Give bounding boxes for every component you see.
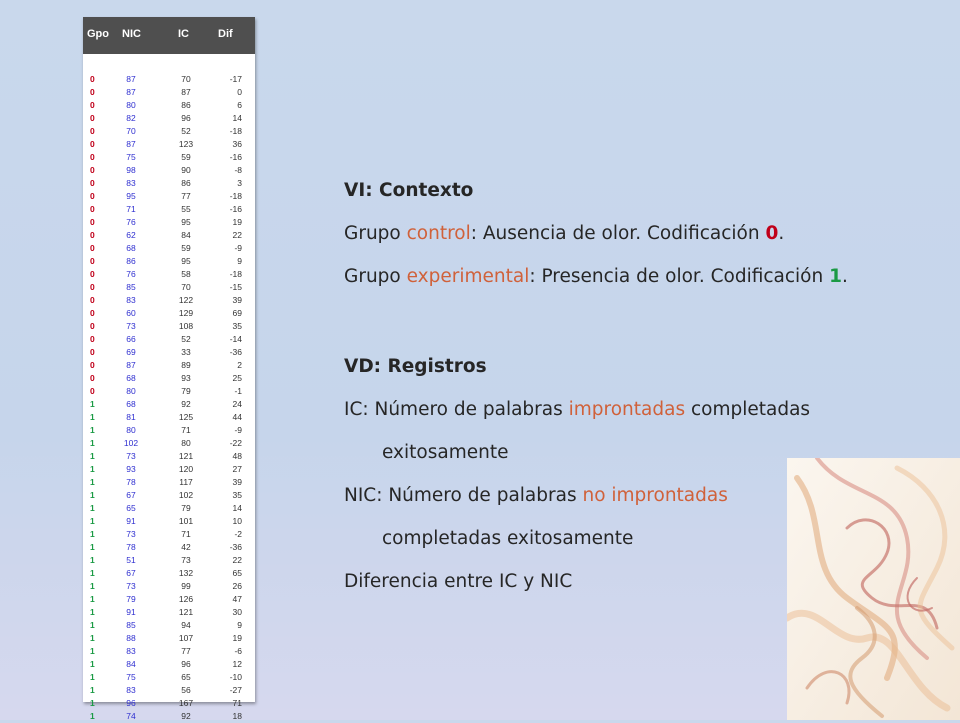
cell-ic: 86 xyxy=(181,100,191,110)
table-row xyxy=(83,281,255,294)
cell-ic: 55 xyxy=(181,204,191,214)
ic-line xyxy=(344,399,810,420)
cell-ic: 71 xyxy=(181,425,191,435)
table-row xyxy=(83,125,255,138)
cell-ic: 84 xyxy=(181,230,191,240)
cell-dif: -16 xyxy=(229,204,242,214)
cell-gpo: 0 xyxy=(90,152,95,162)
ic-prefix: IC: Número de palabras xyxy=(344,399,569,420)
ic-line-2: exitosamente xyxy=(382,442,509,463)
experimental-prefix: Grupo xyxy=(344,266,407,287)
control-code: 0 xyxy=(765,223,779,244)
cell-nic: 68 xyxy=(126,399,136,409)
table-row xyxy=(83,632,255,645)
cell-nic: 78 xyxy=(126,477,136,487)
table-row xyxy=(83,554,255,567)
cell-nic: 74 xyxy=(126,711,136,721)
cell-ic: 92 xyxy=(181,399,191,409)
cell-gpo: 1 xyxy=(90,581,95,591)
cell-gpo: 0 xyxy=(90,360,95,370)
table-row xyxy=(83,606,255,619)
cell-nic: 96 xyxy=(126,698,136,708)
cell-dif: 30 xyxy=(232,607,242,617)
cell-nic: 71 xyxy=(126,204,136,214)
cell-dif: -22 xyxy=(229,438,242,448)
cell-ic: 77 xyxy=(181,191,191,201)
cell-nic: 95 xyxy=(126,191,136,201)
table-row xyxy=(83,476,255,489)
experimental-line xyxy=(344,266,848,287)
table-row xyxy=(83,112,255,125)
cell-ic: 42 xyxy=(181,542,191,552)
dif-line: Diferencia entre IC y NIC xyxy=(344,571,573,592)
cell-dif: 47 xyxy=(232,594,242,604)
cell-dif: 3 xyxy=(237,178,242,188)
cell-nic: 83 xyxy=(126,178,136,188)
cell-nic: 87 xyxy=(126,139,136,149)
cell-gpo: 1 xyxy=(90,490,95,500)
cell-nic: 81 xyxy=(126,412,136,422)
table-row xyxy=(83,450,255,463)
cell-gpo: 0 xyxy=(90,295,95,305)
data-table xyxy=(83,17,255,721)
cell-gpo: 0 xyxy=(90,139,95,149)
control-line xyxy=(344,223,784,244)
experimental-middle: : Presencia de olor. Codificación xyxy=(529,266,830,287)
cell-ic: 122 xyxy=(178,295,194,305)
cell-dif: 22 xyxy=(232,555,242,565)
cell-ic: 56 xyxy=(181,685,191,695)
cell-ic: 120 xyxy=(178,464,194,474)
cell-dif: 26 xyxy=(232,581,242,591)
cell-dif: 48 xyxy=(232,451,242,461)
cell-gpo: 1 xyxy=(90,451,95,461)
cell-nic: 79 xyxy=(126,594,136,604)
experimental-suffix: . xyxy=(842,266,848,287)
cell-nic: 68 xyxy=(126,243,136,253)
cell-dif: 2 xyxy=(237,360,242,370)
cell-ic: 96 xyxy=(181,659,191,669)
table-row xyxy=(83,515,255,528)
experimental-keyword: experimental xyxy=(406,266,530,287)
table-row xyxy=(83,385,255,398)
cell-dif: 69 xyxy=(232,308,242,318)
cell-dif: -10 xyxy=(229,672,242,682)
cell-ic: 33 xyxy=(181,347,191,357)
cell-ic: 65 xyxy=(181,672,191,682)
cell-nic: 73 xyxy=(126,451,136,461)
control-prefix: Grupo xyxy=(344,223,407,244)
cell-gpo: 1 xyxy=(90,438,95,448)
cell-ic: 132 xyxy=(178,568,194,578)
cell-dif: -8 xyxy=(234,165,242,175)
cell-ic: 86 xyxy=(181,178,191,188)
cell-gpo: 0 xyxy=(90,217,95,227)
cell-dif: 36 xyxy=(232,139,242,149)
cell-dif: -36 xyxy=(229,347,242,357)
cell-nic: 73 xyxy=(126,581,136,591)
cell-nic: 83 xyxy=(126,295,136,305)
table-row xyxy=(83,333,255,346)
cell-nic: 62 xyxy=(126,230,136,240)
cell-nic: 80 xyxy=(126,100,136,110)
table-row xyxy=(83,242,255,255)
cell-dif: -14 xyxy=(229,334,242,344)
cell-nic: 69 xyxy=(126,347,136,357)
cell-gpo: 0 xyxy=(90,373,95,383)
cell-ic: 117 xyxy=(179,477,193,487)
cell-dif: 71 xyxy=(232,698,242,708)
cell-nic: 87 xyxy=(126,360,136,370)
cell-dif: -27 xyxy=(229,685,242,695)
table-row xyxy=(83,489,255,502)
cell-dif: -18 xyxy=(229,191,242,201)
cell-nic: 84 xyxy=(126,659,136,669)
cell-dif: 44 xyxy=(232,412,242,422)
cell-ic: 107 xyxy=(178,633,194,643)
cell-ic: 59 xyxy=(181,152,191,162)
cell-gpo: 0 xyxy=(90,126,95,136)
cell-dif: -1 xyxy=(234,386,242,396)
cell-nic: 91 xyxy=(126,516,136,526)
cell-nic: 75 xyxy=(126,152,136,162)
cell-ic: 96 xyxy=(181,113,191,123)
cell-gpo: 1 xyxy=(90,633,95,643)
cell-nic: 82 xyxy=(126,113,136,123)
cell-nic: 78 xyxy=(126,542,136,552)
cell-nic: 83 xyxy=(126,646,136,656)
cell-gpo: 0 xyxy=(90,243,95,253)
table-row xyxy=(83,411,255,424)
cell-gpo: 1 xyxy=(90,464,95,474)
cell-nic: 51 xyxy=(126,555,136,565)
smoke-swirl-picture xyxy=(787,458,960,720)
cell-nic: 76 xyxy=(126,269,136,279)
cell-nic: 65 xyxy=(126,503,136,513)
cell-ic: 94 xyxy=(181,620,191,630)
cell-gpo: 1 xyxy=(90,412,95,422)
cell-nic: 83 xyxy=(126,685,136,695)
cell-nic: 70 xyxy=(126,126,136,136)
cell-dif: 14 xyxy=(232,113,242,123)
cell-gpo: 0 xyxy=(90,178,95,188)
cell-ic: 121 xyxy=(178,607,194,617)
cell-dif: 25 xyxy=(232,373,242,383)
cell-gpo: 0 xyxy=(90,347,95,357)
cell-dif: 0 xyxy=(237,87,242,97)
cell-nic: 87 xyxy=(126,87,136,97)
cell-dif: 14 xyxy=(232,503,242,513)
header-dif: Dif xyxy=(218,28,233,40)
cell-dif: 12 xyxy=(232,659,242,669)
cell-ic: 108 xyxy=(178,321,194,331)
nic-line-2: completadas exitosamente xyxy=(382,528,634,549)
cell-dif: -9 xyxy=(234,425,242,435)
cell-ic: 93 xyxy=(181,373,191,383)
cell-dif: -6 xyxy=(234,646,242,656)
cell-ic: 59 xyxy=(181,243,191,253)
cell-ic: 90 xyxy=(181,165,191,175)
table-row xyxy=(83,437,255,450)
cell-nic: 80 xyxy=(126,386,136,396)
cell-dif: 19 xyxy=(232,217,242,227)
cell-ic: 99 xyxy=(181,581,191,591)
control-middle: : Ausencia de olor. Codificación xyxy=(470,223,766,244)
table-row xyxy=(83,580,255,593)
cell-gpo: 1 xyxy=(90,659,95,669)
cell-gpo: 1 xyxy=(90,620,95,630)
cell-nic: 67 xyxy=(126,568,136,578)
cell-dif: 35 xyxy=(232,490,242,500)
cell-ic: 102 xyxy=(178,490,194,500)
cell-gpo: 1 xyxy=(90,399,95,409)
cell-gpo: 1 xyxy=(90,685,95,695)
cell-gpo: 1 xyxy=(90,425,95,435)
cell-gpo: 1 xyxy=(90,477,95,487)
cell-dif: 39 xyxy=(232,477,242,487)
header-ic: IC xyxy=(178,28,189,40)
cell-ic: 70 xyxy=(181,74,191,84)
table-row xyxy=(83,671,255,684)
cell-nic: 76 xyxy=(126,217,136,227)
table-row xyxy=(83,138,255,151)
vd-heading: VD: Registros xyxy=(344,356,487,377)
table-row xyxy=(83,99,255,112)
table-row xyxy=(83,697,255,710)
cell-ic: 79 xyxy=(181,503,191,513)
nic-prefix: NIC: Número de palabras xyxy=(344,485,583,506)
table-row xyxy=(83,359,255,372)
cell-dif: -15 xyxy=(229,282,242,292)
table-row xyxy=(83,502,255,515)
cell-dif: -18 xyxy=(229,126,242,136)
cell-nic: 91 xyxy=(126,607,136,617)
cell-dif: -16 xyxy=(229,152,242,162)
cell-nic: 87 xyxy=(126,74,136,84)
cell-gpo: 0 xyxy=(90,230,95,240)
table-row xyxy=(83,619,255,632)
cell-dif: -17 xyxy=(229,74,242,84)
cell-dif: 22 xyxy=(232,230,242,240)
table-row xyxy=(83,567,255,580)
table-row xyxy=(83,593,255,606)
cell-ic: 126 xyxy=(178,594,194,604)
table-row xyxy=(83,645,255,658)
cell-ic: 95 xyxy=(181,256,191,266)
table-row xyxy=(83,177,255,190)
cell-gpo: 0 xyxy=(90,269,95,279)
cell-nic: 86 xyxy=(126,256,136,266)
table-row xyxy=(83,528,255,541)
cell-ic: 52 xyxy=(181,334,191,344)
cell-nic: 75 xyxy=(126,672,136,682)
table-row xyxy=(83,307,255,320)
cell-ic: 129 xyxy=(178,308,194,318)
cell-nic: 85 xyxy=(126,282,136,292)
table-row xyxy=(83,463,255,476)
cell-ic: 70 xyxy=(181,282,191,292)
cell-gpo: 0 xyxy=(90,204,95,214)
cell-dif: 35 xyxy=(232,321,242,331)
table-row xyxy=(83,658,255,671)
cell-gpo: 1 xyxy=(90,516,95,526)
cell-dif: 18 xyxy=(232,711,242,721)
cell-nic: 73 xyxy=(126,529,136,539)
cell-dif: 65 xyxy=(232,568,242,578)
table-header xyxy=(83,17,255,54)
table-row xyxy=(83,229,255,242)
cell-gpo: 0 xyxy=(90,113,95,123)
cell-ic: 95 xyxy=(181,217,191,227)
cell-dif: 24 xyxy=(232,399,242,409)
cell-gpo: 0 xyxy=(90,165,95,175)
cell-ic: 92 xyxy=(181,711,191,721)
cell-dif: -36 xyxy=(229,542,242,552)
cell-gpo: 0 xyxy=(90,256,95,266)
table-row xyxy=(83,398,255,411)
nic-keyword: no improntadas xyxy=(582,485,728,506)
cell-gpo: 0 xyxy=(90,386,95,396)
table-row xyxy=(83,268,255,281)
cell-gpo: 0 xyxy=(90,74,95,84)
table-row xyxy=(83,541,255,554)
cell-nic: 88 xyxy=(126,633,136,643)
table-row xyxy=(83,372,255,385)
cell-nic: 68 xyxy=(126,373,136,383)
cell-dif: 39 xyxy=(232,295,242,305)
cell-nic: 60 xyxy=(126,308,136,318)
control-keyword: control xyxy=(406,223,471,244)
cell-ic: 89 xyxy=(181,360,191,370)
cell-ic: 77 xyxy=(181,646,191,656)
table-row xyxy=(83,164,255,177)
cell-dif: -2 xyxy=(234,529,242,539)
vi-heading: VI: Contexto xyxy=(344,180,474,201)
cell-dif: 6 xyxy=(237,100,242,110)
cell-dif: 19 xyxy=(232,633,242,643)
table-row xyxy=(83,86,255,99)
ic-suffix: completadas xyxy=(685,399,811,420)
cell-ic: 52 xyxy=(181,126,191,136)
cell-ic: 79 xyxy=(181,386,191,396)
cell-ic: 73 xyxy=(181,555,191,565)
table-row xyxy=(83,203,255,216)
cell-dif: 27 xyxy=(232,464,242,474)
cell-nic: 73 xyxy=(126,321,136,331)
cell-dif: -9 xyxy=(234,243,242,253)
nic-line xyxy=(344,485,728,506)
cell-ic: 121 xyxy=(178,451,194,461)
cell-gpo: 1 xyxy=(90,594,95,604)
cell-nic: 67 xyxy=(126,490,136,500)
cell-ic: 125 xyxy=(178,412,194,422)
cell-gpo: 1 xyxy=(90,568,95,578)
cell-ic: 167 xyxy=(178,698,194,708)
table-row xyxy=(83,684,255,697)
table-row xyxy=(83,424,255,437)
table-row xyxy=(83,216,255,229)
cell-gpo: 1 xyxy=(90,646,95,656)
table-row xyxy=(83,151,255,164)
cell-gpo: 0 xyxy=(90,334,95,344)
cell-gpo: 1 xyxy=(90,698,95,708)
cell-nic: 66 xyxy=(126,334,136,344)
cell-gpo: 0 xyxy=(90,100,95,110)
cell-ic: 58 xyxy=(181,269,191,279)
table-row xyxy=(83,73,255,86)
cell-ic: 71 xyxy=(181,529,191,539)
cell-gpo: 0 xyxy=(90,191,95,201)
cell-ic: 87 xyxy=(181,87,191,97)
cell-gpo: 1 xyxy=(90,607,95,617)
cell-nic: 85 xyxy=(126,620,136,630)
cell-dif: -18 xyxy=(229,269,242,279)
cell-ic: 80 xyxy=(181,438,191,448)
ic-keyword: improntadas xyxy=(568,399,686,420)
control-suffix: . xyxy=(778,223,785,244)
table-row xyxy=(83,255,255,268)
table-row xyxy=(83,294,255,307)
cell-gpo: 0 xyxy=(90,308,95,318)
cell-dif: 10 xyxy=(232,516,242,526)
cell-gpo: 1 xyxy=(90,672,95,682)
cell-ic: 123 xyxy=(178,139,194,149)
header-nic: NIC xyxy=(122,28,141,40)
cell-nic: 93 xyxy=(126,464,136,474)
cell-nic: 98 xyxy=(126,165,136,175)
cell-gpo: 1 xyxy=(90,529,95,539)
cell-gpo: 1 xyxy=(90,555,95,565)
cell-gpo: 1 xyxy=(90,711,95,721)
cell-dif: 9 xyxy=(237,620,242,630)
cell-ic: 101 xyxy=(178,516,194,526)
cell-gpo: 1 xyxy=(90,542,95,552)
table-row xyxy=(83,346,255,359)
cell-gpo: 0 xyxy=(90,87,95,97)
table-body xyxy=(83,73,255,723)
cell-nic: 102 xyxy=(123,438,139,448)
cell-dif: 9 xyxy=(237,256,242,266)
experimental-code: 1 xyxy=(829,266,842,287)
header-gpo: Gpo xyxy=(87,28,109,40)
cell-gpo: 0 xyxy=(90,321,95,331)
table-row xyxy=(83,710,255,723)
cell-gpo: 1 xyxy=(90,503,95,513)
cell-nic: 80 xyxy=(126,425,136,435)
table-row xyxy=(83,190,255,203)
table-row xyxy=(83,320,255,333)
cell-gpo: 0 xyxy=(90,282,95,292)
